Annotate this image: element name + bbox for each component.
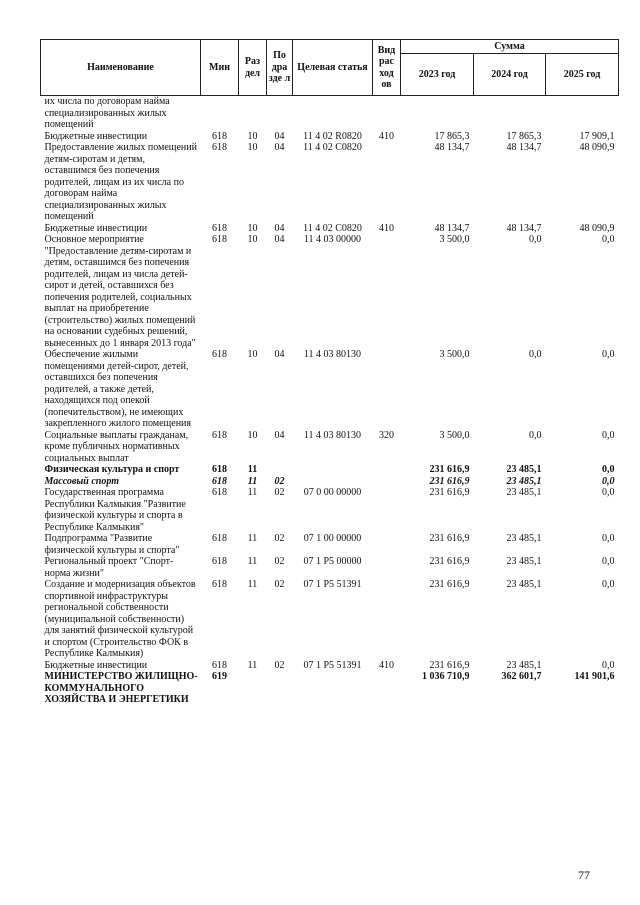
row-name: Обеспечение жилыми помещениями детей-сирот, детей, оставшихся без попечения родителей, а также детей, находящихся под опекой (попечительством), не имеющих закрепленного жилого помещения [44, 349, 191, 429]
table-row [41, 131, 619, 143]
row-target: 07 1 00 00000 [303, 533, 362, 544]
row-2025: 141 901,6 [574, 671, 615, 682]
row-2023: 231 616,9 [429, 579, 470, 590]
row-2023: 48 134,7 [434, 142, 470, 153]
row-razdel: 11 [247, 475, 258, 487]
table-row [41, 223, 619, 235]
row-2025: 48 090,9 [579, 222, 615, 234]
table-body [41, 96, 619, 706]
row-2024: 48 134,7 [506, 222, 542, 234]
row-min: 618 [212, 130, 227, 142]
row-name: Региональный проект "Спорт-норма жизни" [44, 556, 174, 579]
row-vid [373, 671, 401, 706]
row-vid [373, 234, 401, 349]
row-2024: 48 134,7 [506, 142, 542, 153]
row-min: 618 [212, 533, 227, 544]
row-min: 618 [212, 234, 227, 245]
row-target: 11 4 02 С0820 [303, 222, 362, 234]
row-2025: 0,0 [602, 533, 615, 544]
row-2024: 23 485,1 [506, 533, 542, 544]
table-row [41, 579, 619, 660]
table-row [41, 671, 619, 706]
row-2025: 0,0 [602, 475, 615, 487]
row-target [293, 96, 373, 131]
row-target: 11 4 02 С0820 [303, 142, 362, 153]
row-podrazdel: 02 [274, 475, 285, 487]
row-target [293, 671, 373, 706]
row-target [293, 476, 373, 488]
row-target: 11 4 03 00000 [303, 234, 362, 245]
row-razdel [239, 96, 267, 131]
row-min: 618 [212, 464, 227, 475]
row-podrazdel: 04 [274, 349, 285, 360]
row-razdel: 10 [247, 142, 258, 153]
row-2023: 231 616,9 [429, 556, 470, 567]
row-min: 619 [212, 671, 227, 682]
row-2025: 0,0 [602, 429, 615, 441]
row-podrazdel: 04 [274, 234, 285, 245]
row-2023: 1 036 710,9 [422, 671, 470, 682]
row-vid [373, 349, 401, 430]
row-2023 [401, 96, 474, 131]
row-name: Массовый спорт [44, 475, 119, 487]
row-2023: 231 616,9 [429, 487, 470, 498]
row-razdel: 11 [247, 464, 258, 475]
row-razdel [239, 671, 267, 706]
row-min: 618 [212, 349, 227, 360]
row-podrazdel [267, 671, 293, 706]
row-vid [373, 142, 401, 223]
row-2025: 0,0 [602, 556, 615, 567]
row-podrazdel [267, 464, 293, 476]
table-row [41, 556, 619, 579]
row-2024: 23 485,1 [506, 475, 542, 487]
row-vid [373, 476, 401, 488]
row-2024: 23 485,1 [506, 579, 542, 590]
row-target [293, 464, 373, 476]
row-razdel: 10 [247, 130, 258, 142]
row-2024: 0,0 [529, 429, 542, 441]
table-row [41, 234, 619, 349]
row-target: 07 0 00 00000 [303, 487, 362, 498]
page-number: 77 [578, 868, 590, 882]
row-2024: 362 601,7 [501, 671, 542, 682]
budget-page [40, 39, 618, 706]
row-vid: 410 [379, 222, 394, 234]
row-podrazdel: 04 [274, 222, 285, 234]
row-razdel: 11 [247, 579, 258, 590]
table-row [41, 533, 619, 556]
row-name: Основное мероприятие "Предоставление детям-сиротам и детям, оставшимся без попечения родителей, лицам из числа детей-сирот и детей, оставшихся без попечения родителей, социальных выплат на приобретение (строительство) жилых помещений на основании судебных решений, вынесенных до 1 января 2013 года" [44, 234, 196, 349]
row-vid [373, 464, 401, 476]
row-2025: 0,0 [602, 579, 615, 590]
row-razdel: 11 [247, 487, 258, 498]
table-row [41, 660, 619, 672]
row-name: Создание и модернизация объектов спортивной инфраструктуры региональной собственности (муниципальной собственности) для занятий физической культурой и спортом (Строительство ФОК в Республике Калмыкия) [44, 579, 196, 659]
row-2025: 0,0 [602, 349, 615, 360]
table-row [41, 142, 619, 223]
row-2023: 231 616,9 [429, 533, 470, 544]
row-name: Социальные выплаты гражданам, кроме публичных нормативных социальных выплат [44, 429, 189, 464]
row-podrazdel: 04 [274, 429, 285, 441]
row-podrazdel: 02 [274, 556, 285, 567]
row-min: 618 [212, 659, 227, 671]
row-target: 11 4 02 R0820 [303, 130, 362, 142]
row-vid: 410 [379, 130, 394, 142]
row-vid [373, 579, 401, 660]
row-2023: 48 134,7 [434, 222, 470, 234]
header-razdel: Раз дел [239, 40, 267, 96]
row-name: Бюджетные инвестиции [44, 130, 148, 142]
row-podrazdel: 02 [274, 533, 285, 544]
row-min: 618 [212, 487, 227, 498]
header-2023: 2023 год [401, 54, 474, 96]
row-vid [373, 556, 401, 579]
row-2024: 0,0 [529, 349, 542, 360]
header-2024: 2024 год [474, 54, 546, 96]
table-row [41, 96, 619, 131]
row-2023: 231 616,9 [429, 475, 470, 487]
row-2024: 0,0 [529, 234, 542, 245]
row-vid [373, 533, 401, 556]
row-name: Физическая культура и спорт [44, 464, 180, 475]
header-podrazdel: По дра зде л [267, 40, 293, 96]
header-sum: Сумма [401, 40, 619, 54]
table-row [41, 430, 619, 465]
header-target: Целевая статья [293, 40, 373, 96]
row-2023: 3 500,0 [439, 349, 470, 360]
row-2023: 231 616,9 [429, 659, 470, 671]
row-podrazdel: 02 [274, 487, 285, 498]
header-name: Наименование [41, 40, 201, 96]
row-target: 07 1 P5 00000 [303, 556, 362, 567]
row-vid: 320 [379, 429, 394, 441]
row-2025: 0,0 [602, 487, 615, 498]
row-2025: 48 090,9 [579, 142, 615, 153]
header-min: Мин [201, 40, 239, 96]
row-target: 07 1 P5 51391 [303, 579, 362, 590]
row-2025: 0,0 [602, 659, 615, 671]
row-razdel: 10 [247, 429, 258, 441]
row-2024: 23 485,1 [506, 556, 542, 567]
row-target: 07 1 P5 51391 [303, 659, 362, 671]
row-2025: 17 909,1 [579, 130, 615, 142]
row-razdel: 10 [247, 349, 258, 360]
row-target: 11 4 03 80130 [303, 349, 362, 360]
row-2025 [546, 96, 619, 131]
row-podrazdel [267, 96, 293, 131]
row-razdel: 10 [247, 222, 258, 234]
row-razdel: 11 [247, 533, 258, 544]
row-name: Государственная программа Республики Калмыкия "Развитие физической культуры и спорта в Республике Калмыкия" [44, 487, 186, 533]
row-min: 618 [212, 556, 227, 567]
row-2023: 3 500,0 [439, 234, 470, 245]
row-razdel: 11 [247, 659, 258, 671]
row-min: 618 [212, 475, 227, 487]
row-name: Бюджетные инвестиции [44, 222, 148, 234]
row-2023: 3 500,0 [439, 429, 470, 441]
row-vid: 410 [379, 659, 394, 671]
row-min: 618 [212, 579, 227, 590]
row-name: Подпрограмма "Развитие физической культуры и спорта" [44, 533, 180, 556]
row-name: Предоставление жилых помещений детям-сиротам и детям, оставшимся без попечения родителей, лицам из их числа по договорам найма специализированных жилых помещений [44, 142, 197, 222]
row-podrazdel: 02 [274, 659, 285, 671]
table-row [41, 464, 619, 476]
table-row [41, 476, 619, 488]
row-2025: 0,0 [602, 234, 615, 245]
row-name: Бюджетные инвестиции [44, 659, 148, 671]
row-podrazdel: 04 [274, 142, 285, 153]
row-2023: 17 865,3 [434, 130, 470, 142]
row-2025: 0,0 [602, 464, 615, 475]
row-vid [373, 487, 401, 533]
row-min: 618 [212, 142, 227, 153]
row-min: 618 [212, 429, 227, 441]
row-razdel: 11 [247, 556, 258, 567]
row-podrazdel: 02 [274, 579, 285, 590]
budget-table [40, 39, 619, 706]
table-row [41, 349, 619, 430]
table-row [41, 487, 619, 533]
row-2024: 23 485,1 [506, 487, 542, 498]
row-2024 [474, 96, 546, 131]
row-vid [373, 96, 401, 131]
header-vid: Вид рас ход ов [373, 40, 401, 96]
row-min: 618 [212, 222, 227, 234]
row-razdel: 10 [247, 234, 258, 245]
row-min [201, 96, 239, 131]
row-target: 11 4 03 80130 [303, 429, 362, 441]
header-2025: 2025 год [546, 54, 619, 96]
row-2024: 17 865,3 [506, 130, 542, 142]
row-2024: 23 485,1 [506, 464, 542, 475]
row-2024: 23 485,1 [506, 659, 542, 671]
row-name: их числа по договорам найма специализированных жилых помещений [44, 96, 170, 130]
row-2023: 231 616,9 [429, 464, 470, 475]
row-name: МИНИСТЕРСТВО ЖИЛИЩНО-КОММУНАЛЬНОГО ХОЗЯЙСТВА И ЭНЕРГЕТИКИ [44, 671, 198, 705]
row-podrazdel: 04 [274, 130, 285, 142]
